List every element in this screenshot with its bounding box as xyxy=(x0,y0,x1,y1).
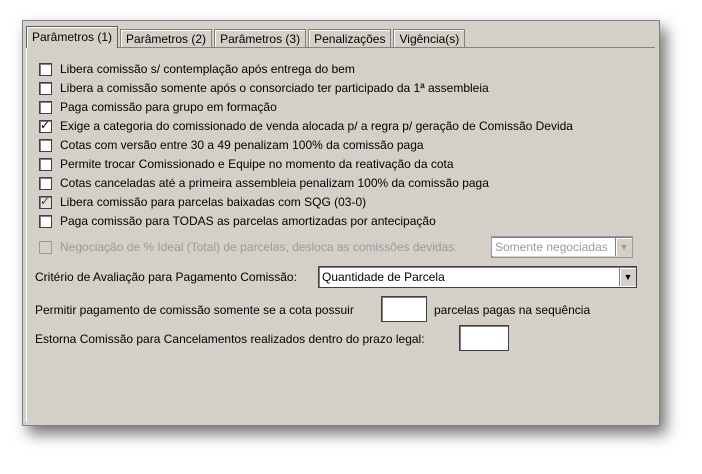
checkbox[interactable] xyxy=(39,101,52,114)
checkbox[interactable] xyxy=(39,158,52,171)
option-label: Paga comissão para TODAS as parcelas amortizadas por antecipação xyxy=(60,214,436,228)
option-label: Libera comissão s/ contemplação após entrega do bem xyxy=(60,62,355,76)
option-label: Exige a categoria do comissionado de venda alocada p/ a regra p/ geração de Comissão Devida xyxy=(60,119,573,133)
parcelas-input[interactable] xyxy=(381,296,427,322)
tab-panel xyxy=(26,47,655,422)
negociacao-row xyxy=(39,239,458,255)
negociacao-checkbox xyxy=(39,241,52,254)
criterio-label: Critério de Avaliação para Pagamento Comissão: xyxy=(35,270,297,284)
option-row[interactable] xyxy=(39,99,277,115)
permitir-suffix-label: parcelas pagas na sequência xyxy=(434,303,591,317)
negociacao-label: Negociação de % Ideal (Total) de parcelas, desloca as comissões devidas: xyxy=(60,240,458,254)
option-label: Cotas canceladas até a primeira assembleia penalizam 100% da comissão paga xyxy=(60,176,489,190)
option-label: Permite trocar Comissionado e Equipe no momento da reativação da cota xyxy=(60,157,454,171)
negociacao-select xyxy=(491,236,633,258)
estorna-input[interactable] xyxy=(459,325,509,351)
option-row[interactable] xyxy=(39,137,424,153)
chevron-down-icon[interactable]: ▼ xyxy=(619,268,636,286)
checkbox[interactable] xyxy=(39,63,52,76)
criterio-select[interactable] xyxy=(318,266,637,288)
option-row[interactable] xyxy=(39,156,454,172)
option-row[interactable] xyxy=(39,194,366,210)
negociacao-select-value: Somente negociadas xyxy=(492,238,615,256)
option-row[interactable] xyxy=(39,80,489,96)
checkbox[interactable] xyxy=(39,82,52,95)
permitir-label: Permitir pagamento de comissão somente se a cota possuir xyxy=(35,303,354,317)
option-row[interactable] xyxy=(39,118,573,134)
checkbox[interactable] xyxy=(39,120,52,133)
tab-parametros-2[interactable]: Parâmetros (2) xyxy=(120,29,212,48)
checkbox[interactable] xyxy=(39,177,52,190)
option-row[interactable] xyxy=(39,213,436,229)
checkbox[interactable] xyxy=(39,196,52,209)
tab-bar xyxy=(26,26,467,48)
checkbox[interactable] xyxy=(39,215,52,228)
option-label: Libera comissão para parcelas baixadas com SQG (03-0) xyxy=(60,195,367,209)
option-label: Paga comissão para grupo em formação xyxy=(60,100,277,114)
parameters-window xyxy=(22,20,660,426)
tab-vigencias[interactable]: Vigência(s) xyxy=(393,29,465,48)
tab-parametros-3[interactable]: Parâmetros (3) xyxy=(214,29,306,48)
estorna-label: Estorna Comissão para Cancelamentos realizados dentro do prazo legal: xyxy=(35,332,425,346)
criterio-select-value: Quantidade de Parcela xyxy=(322,270,445,284)
option-row[interactable] xyxy=(39,175,489,191)
option-row[interactable] xyxy=(39,61,355,77)
tab-penalizacoes[interactable]: Penalizações xyxy=(308,29,391,48)
tab-parametros-1[interactable]: Parâmetros (1) xyxy=(26,26,118,48)
option-label: Libera a comissão somente após o consorciado ter participado da 1ª assembleia xyxy=(60,81,489,95)
checkbox[interactable] xyxy=(39,139,52,152)
chevron-down-icon: ▼ xyxy=(615,238,632,256)
option-label: Cotas com versão entre 30 a 49 penalizam 100% da comissão paga xyxy=(60,138,424,152)
